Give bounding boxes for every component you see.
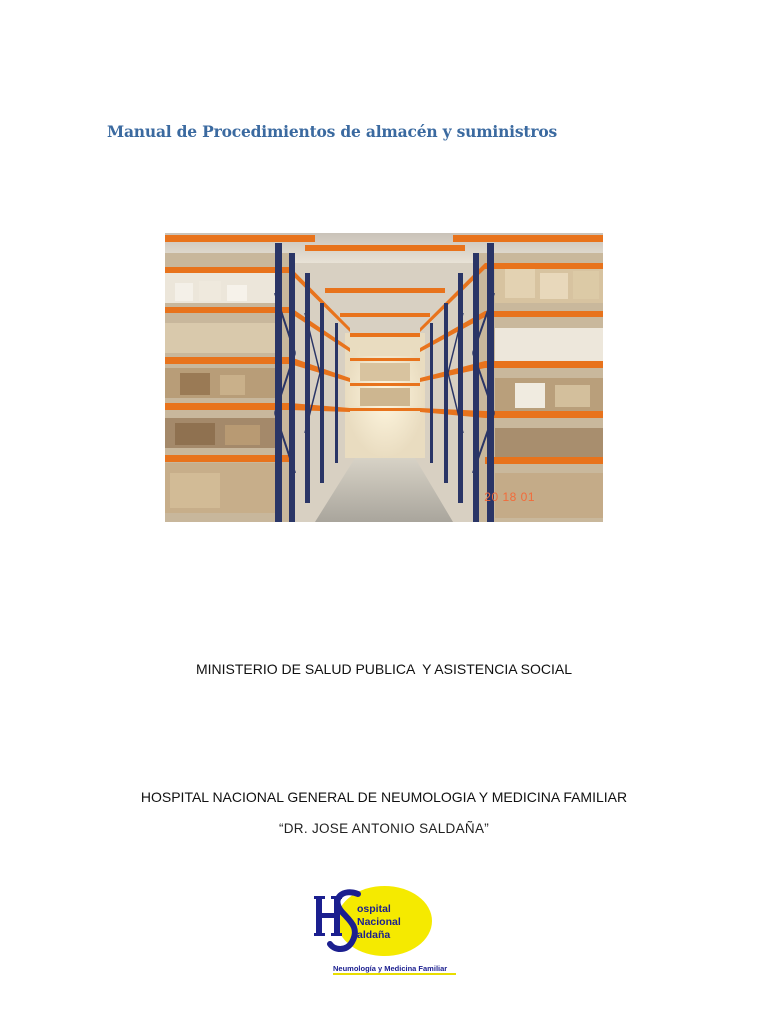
document-title: Manual de Procedimientos de almacén y suministros <box>107 122 557 141</box>
warehouse-illustration <box>165 233 603 522</box>
hospital-logo <box>310 880 470 980</box>
logo-text-line-1: ospital <box>357 903 391 915</box>
logo-text-line-2: Nacional <box>357 916 401 928</box>
ministry-name: MINISTERIO DE SALUD PUBLICA Y ASISTENCIA SOCIAL <box>195 661 573 677</box>
logo-tagline: Neumología y Medicina Familiar <box>333 964 448 973</box>
photo-date-stamp: 20 18 01 <box>484 490 535 504</box>
logo-underline <box>333 973 456 975</box>
hospital-name: HOSPITAL NACIONAL GENERAL DE NEUMOLOGIA Y MEDICINA FAMILIAR <box>140 789 628 805</box>
director-name: “DR. JOSE ANTONIO SALDAÑA” <box>278 821 490 836</box>
warehouse-photo <box>165 233 603 522</box>
logo-text-line-3: aldaña <box>357 929 391 941</box>
